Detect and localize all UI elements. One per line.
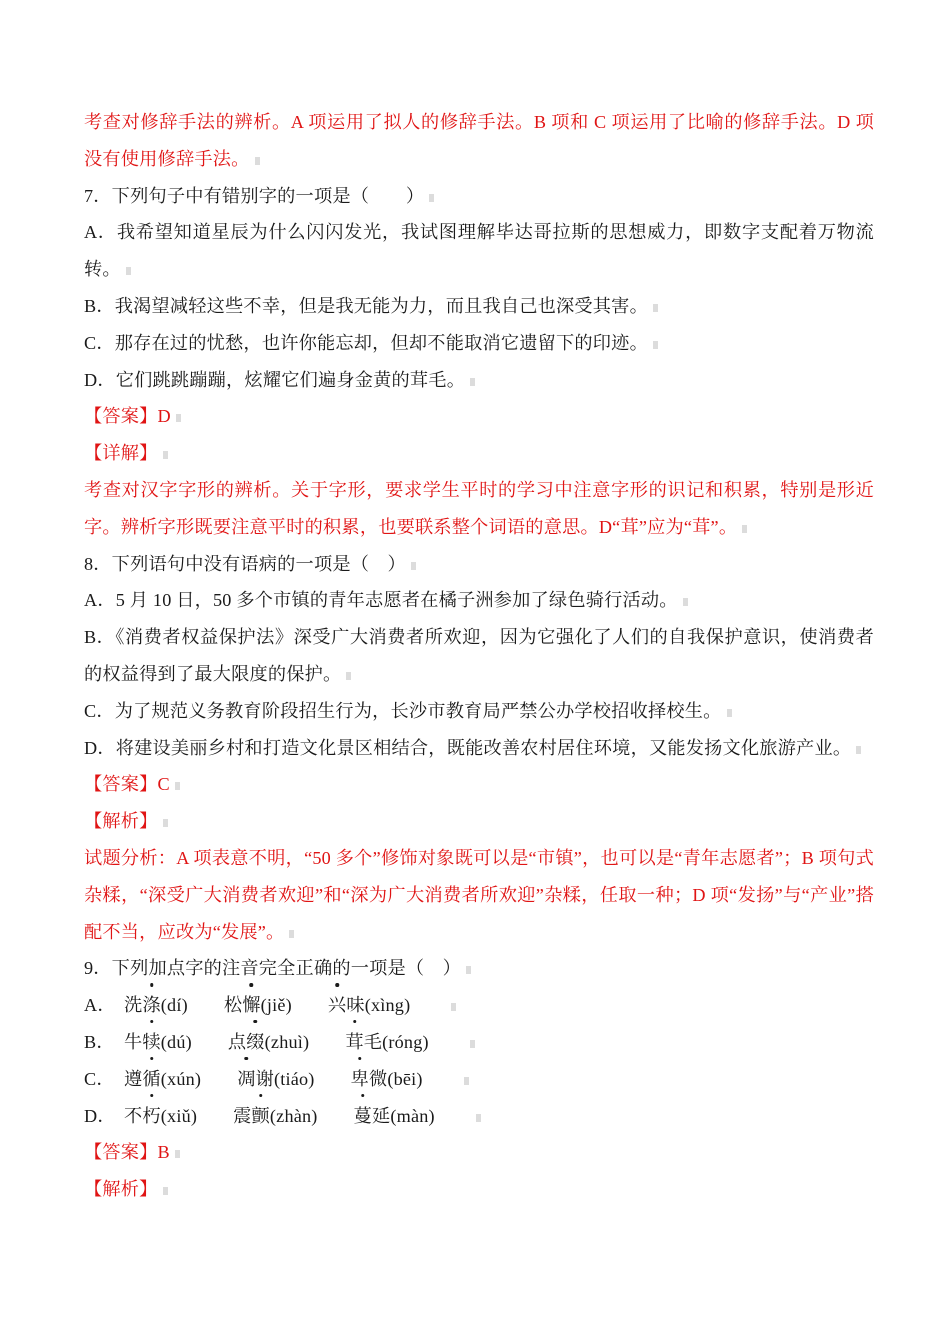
option-label: D． [84,1105,116,1126]
character: 松 [223,995,243,1016]
q7-option-a [84,214,874,288]
q7-answer-text: 【答案】D [84,406,171,427]
q7-option-d-text: D．它们跳跳蹦蹦，炫耀它们遍身金黄的茸毛。 [84,369,466,390]
q9-option-a [84,987,874,1024]
q7-stem [84,178,874,215]
paragraph-mark-icon [653,304,658,312]
paragraph-mark-icon [466,966,471,974]
q8-stem-text: 8．下列语句中没有语病的一项是（ ） [84,553,406,574]
q7-option-c-text: C．那存在过的忧愁，也许你能忘却，但却不能取消它遗留下的印迹。 [84,332,648,353]
paragraph-mark-icon [451,1003,456,1011]
paragraph-mark-icon [411,562,416,570]
paragraph-mark-icon [175,782,180,790]
character: 震 [233,1105,252,1126]
paragraph-mark-icon [470,378,475,386]
character: 谢 [255,1068,274,1089]
pinyin-annotation: (róng) [382,1031,429,1052]
pinyin-annotation: (dú) [160,1031,192,1052]
q7-option-b [84,288,874,325]
paragraph-mark-icon [126,267,131,275]
option-label: A． [84,995,116,1016]
q8-option-a [84,582,874,619]
character: 遵 [124,1068,143,1089]
q9-stem [84,950,874,987]
option-label: B． [84,1031,115,1052]
q9-option-b [84,1024,874,1061]
dotted-character: 循 [142,1061,160,1098]
pinyin-annotation: (màn) [390,1105,435,1126]
character: 延 [371,1105,391,1126]
pinyin-word [228,1024,309,1061]
pinyin-word [354,1098,435,1135]
pinyin-word [124,1061,201,1098]
pinyin-word [351,1061,423,1098]
paragraph-mark-icon [176,414,181,422]
pinyin-word [345,1024,428,1061]
paragraph-mark-icon [742,525,747,533]
dotted-character: 凋 [237,1061,255,1098]
dotted-character: 涤 [142,987,160,1024]
q9-answer-text: 【答案】B [84,1142,170,1163]
pinyin-word [233,1098,317,1135]
q7-detail-heading-text: 【详解】 [84,443,158,464]
q7-option-c [84,325,874,362]
q7-detail-heading [84,435,874,472]
character: 不 [124,1105,143,1126]
dotted-character: 蔓 [354,1098,372,1135]
character: 微 [368,1068,388,1089]
paragraph-mark-icon [175,1150,180,1158]
q8-answer [84,766,874,803]
dotted-character: 卑 [351,1061,369,1098]
q9-detail-heading [84,1171,874,1208]
paragraph-mark-icon [289,930,294,938]
q8-analysis-text: 试题分析：A 项表意不明，“50 多个”修饰对象既可以是“市镇”，也可以是“青年志愿者”；B 项句式杂糅，“深受广大消费者欢迎”和“深为广大消费者所欢迎”杂糅，任取一种；D 项“发扬”与“产业”搭配不当，应改为“发展”。 [84,847,874,942]
paragraph-mark-icon [255,157,260,165]
q9-stem-text: 9．下列加点字的注音完全正确的一项是（ ） [84,958,462,979]
q9-detail-heading-text: 【解析】 [84,1179,158,1200]
pinyin-word [124,1098,197,1135]
dotted-character: 缀 [246,1024,264,1061]
dotted-character: 懈 [242,987,260,1024]
q7-option-b-text: B．我渴望减轻这些不幸，但是我无能为力，而且我自己也深受其害。 [84,295,648,316]
dotted-character: 兴 [328,987,346,1024]
pinyin-word [237,1061,314,1098]
pinyin-word [224,987,292,1024]
character: 毛 [363,1031,383,1052]
paragraph-mark-icon [464,1077,469,1085]
pinyin-annotation: (tiáo) [273,1068,315,1089]
q9-option-c [84,1061,874,1098]
paragraph-mark-icon [163,1187,168,1195]
paragraph-mark-icon [163,819,168,827]
q8-detail-heading [84,803,874,840]
paragraph-mark-icon [727,709,732,717]
dotted-character: 茸 [345,1024,363,1061]
paragraph-mark-icon [476,1114,481,1122]
character: 牛 [124,1031,143,1052]
pinyin-annotation: (zhuì) [264,1031,310,1052]
q8-option-d [84,730,874,767]
q7-analysis-text: 考查对汉字字形的辨析。关于字形，要求学生平时的学习中注意字形的识记和积累，特别是形近字。辨析字形既要注意平时的积累，也要联系整个词语的意思。D“茸”应为“茸”。 [84,479,874,537]
character: 洗 [124,995,143,1016]
pinyin-annotation: (dí) [160,995,188,1016]
q9-option-d [84,1098,874,1135]
paragraph-mark-icon [346,672,351,680]
option-label: C． [84,1068,115,1089]
paragraph-mark-icon [163,451,168,459]
pinyin-annotation: (xún) [160,1068,202,1089]
paragraph-mark-icon [653,341,658,349]
paragraph-mark-icon [856,746,861,754]
q7-option-d [84,362,874,399]
dotted-character: 朽 [142,1098,160,1135]
pinyin-annotation: (zhàn) [269,1105,318,1126]
q8-option-b [84,619,874,693]
pinyin-word [124,1024,192,1061]
dotted-character: 犊 [142,1024,160,1061]
q8-option-c [84,693,874,730]
q7-option-a-text: A．我希望知道星辰为什么闪闪发光，我试图理解毕达哥拉斯的思想威力，即数字支配着万物流转。 [84,222,874,280]
q8-option-a-text: A．5 月 10 日，50 多个市镇的青年志愿者在橘子洲参加了绿色骑行活动。 [84,590,678,611]
pinyin-word [328,987,410,1024]
paragraph-mark-icon [470,1040,475,1048]
q6-analysis-text: 考查对修辞手法的辨析。A 项运用了拟人的修辞手法。B 项和 C 项运用了比喻的修辞手法。D 项没有使用修辞手法。 [84,112,874,169]
q7-stem-text: 7．下列句子中有错别字的一项是（ ） [84,185,425,206]
q8-answer-text: 【答案】C [84,774,170,795]
character: 点 [227,1031,247,1052]
q6-analysis-paragraph [84,104,874,178]
pinyin-annotation: (xiǔ) [160,1105,198,1126]
q8-option-d-text: D．将建设美丽乡村和打造文化景区相结合，既能改善农村居住环境，又能发扬文化旅游产业。 [84,737,852,758]
pinyin-annotation: (jiě) [260,995,292,1016]
q8-option-b-text: B．《消费者权益保护法》深受广大消费者所欢迎，因为它强化了人们的自我保护意识，使消费者的权益得到了最大限度的保护。 [84,627,874,684]
q8-stem [84,546,874,583]
pinyin-annotation: (xìng) [364,995,411,1016]
character: 味 [346,995,365,1016]
q7-analysis-paragraph [84,472,874,546]
pinyin-annotation: (bēi) [387,1068,423,1089]
paragraph-mark-icon [429,194,434,202]
paragraph-mark-icon [683,598,688,606]
pinyin-word [124,987,188,1024]
q8-option-c-text: C．为了规范义务教育阶段招生行为，长沙市教育局严禁公办学校招收择校生。 [84,700,722,721]
dotted-character: 颤 [252,1098,270,1135]
q9-answer [84,1134,874,1171]
q8-detail-heading-text: 【解析】 [84,811,158,832]
q8-analysis-paragraph [84,840,874,950]
q7-answer [84,398,874,435]
